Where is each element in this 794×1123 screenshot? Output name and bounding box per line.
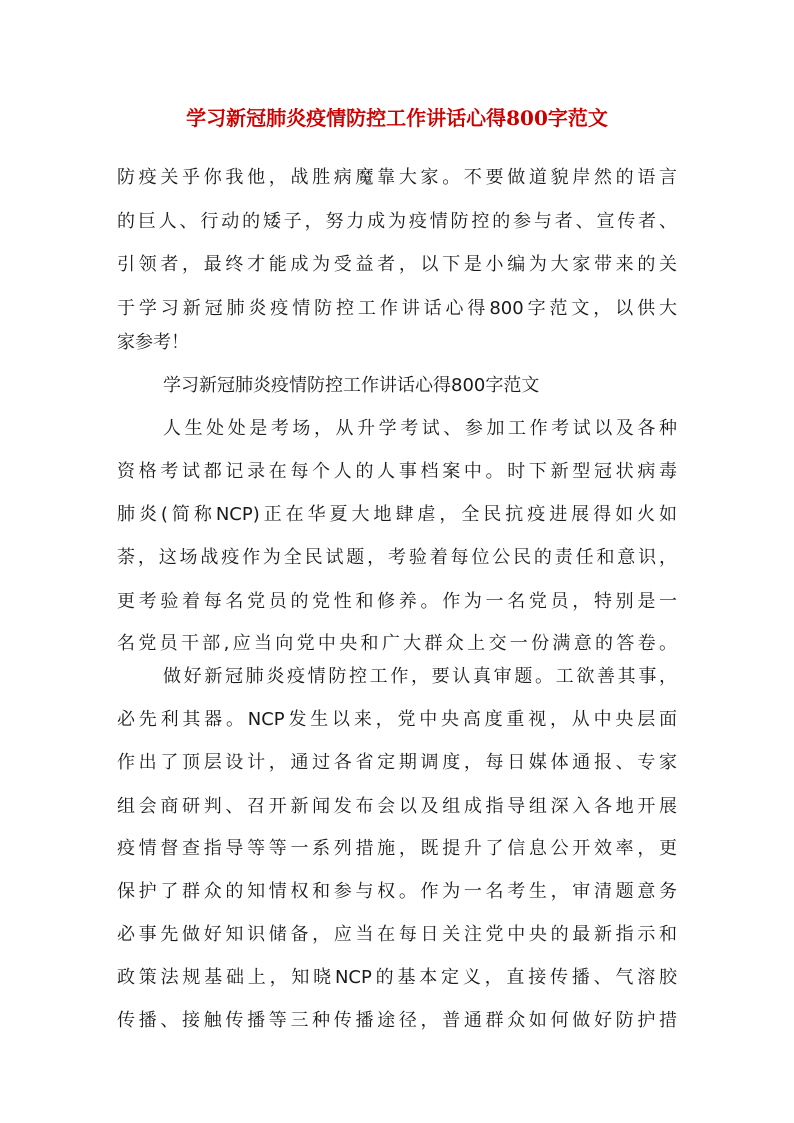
document-title: 学习新冠肺炎疫情防控工作讲话心得800字范文 <box>186 106 608 130</box>
text-line: 引领者，最终才能成为受益者，以下是小编为大家带来的关 <box>117 254 677 275</box>
text-line: 资格考试都记录在每个人的人事档案中。时下新型冠状病毒 <box>117 461 677 482</box>
text-line: 疫情督查指导等等一系列措施，既提升了信息公开效率，更 <box>117 838 677 859</box>
text-line: 组会商研判、召开新闻发布会以及组成指导组深入各地开展 <box>117 796 677 817</box>
text-line: 防疫关乎你我他，战胜病魔靠大家。不要做道貌岸然的语言 <box>117 167 677 188</box>
text-line: 传播、接触传播等三种传播途径，普通群众如何做好防护措 <box>117 1010 677 1031</box>
text-line: 于学习新冠肺炎疫情防控工作讲话心得800字范文，以供大 <box>117 298 677 319</box>
text-line: 更考验着每名党员的党性和修养。作为一名党员，特别是一 <box>117 591 677 612</box>
text-line: 必事先做好知识储备，应当在每日关注党中央的最新指示和 <box>117 924 677 945</box>
text-line: 名党员干部,应当向党中央和广大群众上交一份满意的答卷。 <box>117 633 677 654</box>
text-line: 人生处处是考场，从升学考试、参加工作考试以及各种 <box>163 418 677 439</box>
text-line: 荼，这场战疫作为全民试题，考验着每位公民的责任和意识， <box>117 547 677 568</box>
section-subtitle: 学习新冠肺炎疫情防控工作讲话心得800字范文 <box>163 375 540 396</box>
text-line: 肺炎(简称NCP)正在华夏大地肆虐，全民抗疫进展得如火如 <box>117 504 677 525</box>
text-line: 的巨人、行动的矮子，努力成为疫情防控的参与者、宣传者、 <box>117 211 677 232</box>
text-line: 家参考！ <box>117 332 189 353</box>
text-line: 政策法规基础上，知晓NCP的基本定义，直接传播、气溶胶 <box>117 967 677 988</box>
text-line: 必先利其器。NCP发生以来，党中央高度重视，从中央层面 <box>117 709 677 730</box>
text-line: 做好新冠肺炎疫情防控工作，要认真审题。工欲善其事， <box>163 666 677 687</box>
text-line: 保护了群众的知情权和参与权。作为一名考生，审清题意务 <box>117 881 677 902</box>
text-line: 作出了顶层设计，通过各省定期调度，每日媒体通报、专家 <box>117 752 677 773</box>
